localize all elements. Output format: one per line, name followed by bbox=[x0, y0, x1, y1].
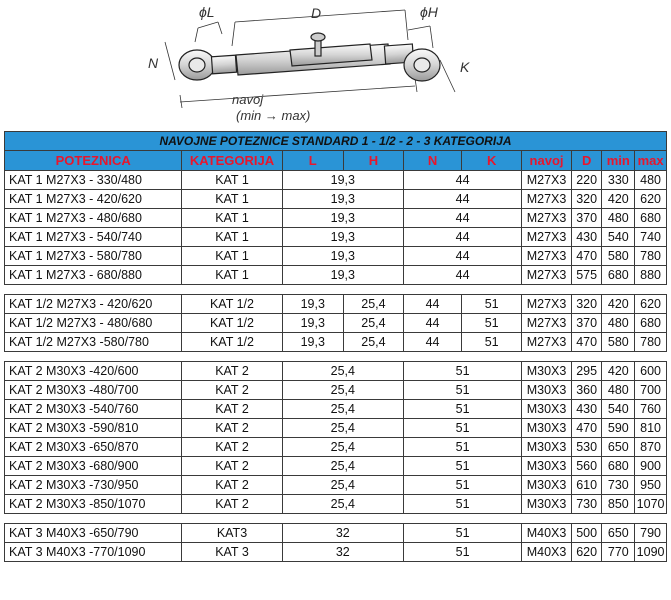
cell-min: 480 bbox=[602, 381, 635, 400]
table-row bbox=[5, 438, 667, 457]
cell-l-h: 25,4 bbox=[282, 362, 403, 381]
cell-d: 530 bbox=[571, 438, 602, 457]
cell-kategorija: KAT 3 bbox=[182, 543, 282, 562]
cell-l-h: 25,4 bbox=[282, 400, 403, 419]
cell-max: 740 bbox=[635, 228, 667, 247]
column-header: navoj bbox=[522, 151, 572, 171]
cell-min: 420 bbox=[602, 362, 635, 381]
cell-navoj: M30X3 bbox=[522, 476, 572, 495]
cell-navoj: M30X3 bbox=[522, 419, 572, 438]
cell-max: 620 bbox=[635, 295, 667, 314]
column-header: L bbox=[282, 151, 343, 171]
cell-poteznica: KAT 2 M30X3 -590/810 bbox=[5, 419, 182, 438]
cell-max: 870 bbox=[635, 438, 667, 457]
cell-d: 360 bbox=[571, 381, 602, 400]
cell-kategorija: KAT 2 bbox=[182, 400, 282, 419]
cell-n-k: 51 bbox=[404, 543, 522, 562]
cell-l-h: 32 bbox=[282, 543, 403, 562]
cell-d: 295 bbox=[571, 362, 602, 381]
column-header: N bbox=[404, 151, 462, 171]
cell-min: 540 bbox=[602, 228, 635, 247]
cell-d: 470 bbox=[571, 333, 602, 352]
cell-kategorija: KAT 2 bbox=[182, 362, 282, 381]
table-row bbox=[5, 362, 667, 381]
cell-l-h: 25,4 bbox=[282, 438, 403, 457]
cell-max: 810 bbox=[635, 419, 667, 438]
cell-min: 770 bbox=[602, 543, 635, 562]
cell-min: 480 bbox=[602, 209, 635, 228]
cell-n-k: 44 bbox=[404, 190, 522, 209]
cell-d: 430 bbox=[571, 400, 602, 419]
cell-max: 760 bbox=[635, 400, 667, 419]
cell-d: 430 bbox=[571, 228, 602, 247]
cell-l-h: 19,3 bbox=[282, 247, 403, 266]
cell-n-k: 51 bbox=[404, 381, 522, 400]
cell-min: 480 bbox=[602, 314, 635, 333]
cell-navoj: M40X3 bbox=[522, 543, 572, 562]
d-label: D bbox=[311, 5, 322, 21]
table-row bbox=[5, 457, 667, 476]
cell-kategorija: KAT 1 bbox=[182, 228, 282, 247]
cell-l-h: 32 bbox=[282, 524, 403, 543]
cell-kategorija: KAT 2 bbox=[182, 419, 282, 438]
table-row bbox=[5, 295, 667, 314]
cell-navoj: M30X3 bbox=[522, 362, 572, 381]
table-row bbox=[5, 381, 667, 400]
cell-n-k: 51 bbox=[404, 476, 522, 495]
cell-navoj: M27X3 bbox=[522, 209, 572, 228]
cell-navoj: M27X3 bbox=[522, 266, 572, 285]
cell-poteznica: KAT 3 M40X3 -770/1090 bbox=[5, 543, 182, 562]
cell-min: 590 bbox=[602, 419, 635, 438]
table-row bbox=[5, 247, 667, 266]
cell-l: 19,3 bbox=[282, 314, 343, 333]
k-label: K bbox=[460, 59, 470, 75]
cell-n-k: 51 bbox=[404, 419, 522, 438]
range-label: (min → max) bbox=[236, 108, 311, 123]
cell-d: 470 bbox=[571, 247, 602, 266]
table-row bbox=[5, 495, 667, 514]
cell-d: 320 bbox=[571, 295, 602, 314]
cell-navoj: M27X3 bbox=[522, 247, 572, 266]
cell-l-h: 19,3 bbox=[282, 190, 403, 209]
cell-poteznica: KAT 2 M30X3 -420/600 bbox=[5, 362, 182, 381]
cell-l-h: 19,3 bbox=[282, 228, 403, 247]
cell-kategorija: KAT 1 bbox=[182, 190, 282, 209]
cell-max: 1090 bbox=[635, 543, 667, 562]
column-header: H bbox=[343, 151, 403, 171]
cell-kategorija: KAT 2 bbox=[182, 476, 282, 495]
table-row bbox=[5, 400, 667, 419]
cell-navoj: M40X3 bbox=[522, 524, 572, 543]
cell-max: 700 bbox=[635, 381, 667, 400]
cell-max: 620 bbox=[635, 190, 667, 209]
cell-d: 500 bbox=[571, 524, 602, 543]
cell-kategorija: KAT 1 bbox=[182, 171, 282, 190]
cell-n-k: 44 bbox=[404, 228, 522, 247]
column-header: POTEZNICA bbox=[5, 151, 182, 171]
cell-l-h: 25,4 bbox=[282, 419, 403, 438]
cell-poteznica: KAT 2 M30X3 -680/900 bbox=[5, 457, 182, 476]
cell-n-k: 44 bbox=[404, 209, 522, 228]
cell-max: 780 bbox=[635, 247, 667, 266]
cell-poteznica: KAT 2 M30X3 -480/700 bbox=[5, 381, 182, 400]
table-row bbox=[5, 209, 667, 228]
cell-max: 950 bbox=[635, 476, 667, 495]
cell-kategorija: KAT3 bbox=[182, 524, 282, 543]
cell-kategorija: KAT 1 bbox=[182, 209, 282, 228]
cell-n-k: 51 bbox=[404, 524, 522, 543]
cell-n-k: 51 bbox=[404, 362, 522, 381]
cell-min: 580 bbox=[602, 247, 635, 266]
table-row bbox=[5, 314, 667, 333]
cell-d: 730 bbox=[571, 495, 602, 514]
cell-min: 850 bbox=[602, 495, 635, 514]
cell-l-h: 19,3 bbox=[282, 171, 403, 190]
column-header: D bbox=[571, 151, 602, 171]
cell-d: 610 bbox=[571, 476, 602, 495]
navoj-label: navoj bbox=[232, 92, 264, 107]
cell-poteznica: KAT 2 M30X3 -540/760 bbox=[5, 400, 182, 419]
cell-max: 600 bbox=[635, 362, 667, 381]
cell-poteznica: KAT 1/2 M27X3 - 480/680 bbox=[5, 314, 182, 333]
table-header-row bbox=[5, 151, 667, 171]
cell-poteznica: KAT 1 M27X3 - 680/880 bbox=[5, 266, 182, 285]
column-header: max bbox=[635, 151, 667, 171]
top-link-table bbox=[4, 131, 667, 562]
column-header: K bbox=[462, 151, 522, 171]
cell-navoj: M30X3 bbox=[522, 381, 572, 400]
cell-navoj: M27X3 bbox=[522, 190, 572, 209]
cell-n-k: 51 bbox=[404, 457, 522, 476]
cell-navoj: M27X3 bbox=[522, 333, 572, 352]
table-row bbox=[5, 419, 667, 438]
cell-navoj: M27X3 bbox=[522, 295, 572, 314]
cell-min: 420 bbox=[602, 190, 635, 209]
cell-n-k: 51 bbox=[404, 495, 522, 514]
cell-poteznica: KAT 2 M30X3 -650/870 bbox=[5, 438, 182, 457]
cell-max: 680 bbox=[635, 209, 667, 228]
cell-kategorija: KAT 1/2 bbox=[182, 333, 282, 352]
cell-d: 220 bbox=[571, 171, 602, 190]
cell-n-k: 44 bbox=[404, 266, 522, 285]
cell-min: 680 bbox=[602, 266, 635, 285]
cell-max: 1070 bbox=[635, 495, 667, 514]
cell-kategorija: KAT 2 bbox=[182, 438, 282, 457]
cell-k: 51 bbox=[462, 314, 522, 333]
table-row bbox=[5, 476, 667, 495]
cell-navoj: M30X3 bbox=[522, 495, 572, 514]
group-spacer bbox=[5, 514, 667, 524]
rod-body bbox=[179, 33, 440, 81]
cell-poteznica: KAT 2 M30X3 -730/950 bbox=[5, 476, 182, 495]
table-row bbox=[5, 524, 667, 543]
cell-h: 25,4 bbox=[343, 314, 403, 333]
cell-n: 44 bbox=[404, 314, 462, 333]
cell-d: 370 bbox=[571, 314, 602, 333]
cell-min: 730 bbox=[602, 476, 635, 495]
cell-l-h: 19,3 bbox=[282, 266, 403, 285]
cell-poteznica: KAT 1 M27X3 - 480/680 bbox=[5, 209, 182, 228]
cell-n-k: 51 bbox=[404, 400, 522, 419]
cell-k: 51 bbox=[462, 295, 522, 314]
cell-max: 780 bbox=[635, 333, 667, 352]
cell-l: 19,3 bbox=[282, 333, 343, 352]
cell-poteznica: KAT 1 M27X3 - 330/480 bbox=[5, 171, 182, 190]
top-link-diagram bbox=[0, 0, 671, 130]
cell-h: 25,4 bbox=[343, 295, 403, 314]
cell-l-h: 25,4 bbox=[282, 476, 403, 495]
n-label: N bbox=[148, 55, 159, 71]
table-row bbox=[5, 171, 667, 190]
cell-l-h: 25,4 bbox=[282, 457, 403, 476]
cell-min: 650 bbox=[602, 524, 635, 543]
cell-l-h: 19,3 bbox=[282, 209, 403, 228]
cell-min: 580 bbox=[602, 333, 635, 352]
phi-l-label: ϕL bbox=[199, 4, 215, 20]
cell-navoj: M30X3 bbox=[522, 457, 572, 476]
cell-kategorija: KAT 1 bbox=[182, 247, 282, 266]
cell-h: 25,4 bbox=[343, 333, 403, 352]
cell-d: 370 bbox=[571, 209, 602, 228]
cell-navoj: M27X3 bbox=[522, 171, 572, 190]
table-row bbox=[5, 190, 667, 209]
cell-n-k: 51 bbox=[404, 438, 522, 457]
table-row bbox=[5, 228, 667, 247]
cell-min: 330 bbox=[602, 171, 635, 190]
group-spacer bbox=[5, 352, 667, 362]
table-title-row bbox=[5, 132, 667, 151]
table-row bbox=[5, 543, 667, 562]
cell-max: 790 bbox=[635, 524, 667, 543]
cell-d: 620 bbox=[571, 543, 602, 562]
table-title: NAVOJNE POTEZNICE STANDARD 1 - 1/2 - 2 - 3 KATEGORIJA bbox=[5, 132, 667, 151]
cell-navoj: M27X3 bbox=[522, 314, 572, 333]
cell-poteznica: KAT 3 M40X3 -650/790 bbox=[5, 524, 182, 543]
cell-poteznica: KAT 1/2 M27X3 - 420/620 bbox=[5, 295, 182, 314]
cell-n-k: 44 bbox=[404, 171, 522, 190]
cell-kategorija: KAT 1/2 bbox=[182, 314, 282, 333]
cell-poteznica: KAT 2 M30X3 -850/1070 bbox=[5, 495, 182, 514]
cell-n: 44 bbox=[404, 333, 462, 352]
column-header: KATEGORIJA bbox=[182, 151, 282, 171]
cell-d: 320 bbox=[571, 190, 602, 209]
cell-d: 575 bbox=[571, 266, 602, 285]
phi-h-label: ϕH bbox=[420, 4, 438, 20]
table-row bbox=[5, 266, 667, 285]
cell-kategorija: KAT 2 bbox=[182, 495, 282, 514]
cell-poteznica: KAT 1 M27X3 - 540/740 bbox=[5, 228, 182, 247]
cell-min: 650 bbox=[602, 438, 635, 457]
cell-n: 44 bbox=[404, 295, 462, 314]
cell-navoj: M30X3 bbox=[522, 400, 572, 419]
cell-min: 680 bbox=[602, 457, 635, 476]
cell-d: 470 bbox=[571, 419, 602, 438]
cell-poteznica: KAT 1/2 M27X3 -580/780 bbox=[5, 333, 182, 352]
cell-kategorija: KAT 1 bbox=[182, 266, 282, 285]
cell-l-h: 25,4 bbox=[282, 381, 403, 400]
cell-min: 420 bbox=[602, 295, 635, 314]
cell-max: 680 bbox=[635, 314, 667, 333]
cell-kategorija: KAT 2 bbox=[182, 381, 282, 400]
cell-l-h: 25,4 bbox=[282, 495, 403, 514]
group-spacer bbox=[5, 285, 667, 295]
cell-n-k: 44 bbox=[404, 247, 522, 266]
cell-navoj: M30X3 bbox=[522, 438, 572, 457]
cell-max: 900 bbox=[635, 457, 667, 476]
cell-min: 540 bbox=[602, 400, 635, 419]
cell-poteznica: KAT 1 M27X3 - 580/780 bbox=[5, 247, 182, 266]
cell-max: 480 bbox=[635, 171, 667, 190]
cell-kategorija: KAT 1/2 bbox=[182, 295, 282, 314]
cell-navoj: M27X3 bbox=[522, 228, 572, 247]
cell-max: 880 bbox=[635, 266, 667, 285]
cell-k: 51 bbox=[462, 333, 522, 352]
cell-poteznica: KAT 1 M27X3 - 420/620 bbox=[5, 190, 182, 209]
table-row bbox=[5, 333, 667, 352]
cell-l: 19,3 bbox=[282, 295, 343, 314]
column-header: min bbox=[602, 151, 635, 171]
cell-kategorija: KAT 2 bbox=[182, 457, 282, 476]
cell-d: 560 bbox=[571, 457, 602, 476]
